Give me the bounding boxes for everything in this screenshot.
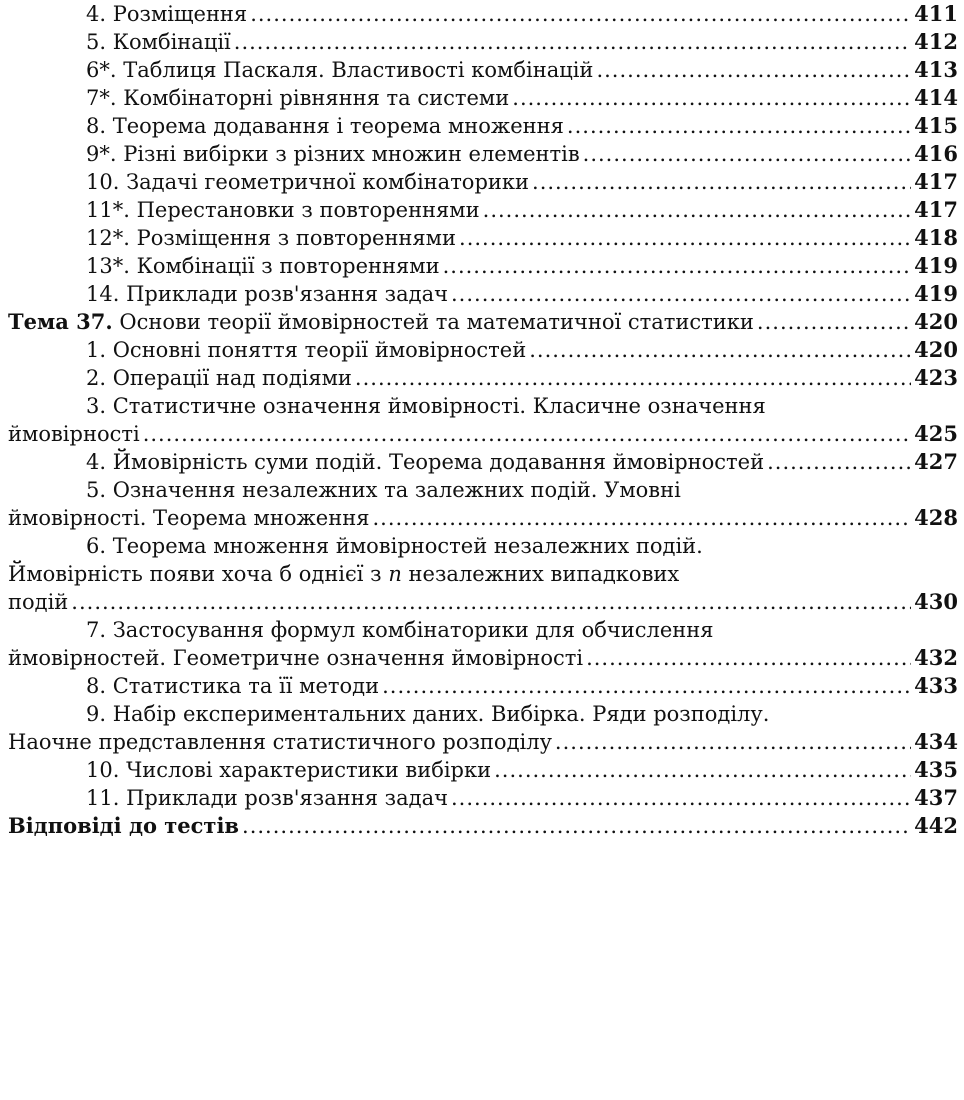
toc-page-number: 414 bbox=[914, 85, 958, 110]
toc-entry-first-line[interactable]: 5. Означення незалежних та залежних подій. Умовні bbox=[86, 478, 681, 502]
toc-entry[interactable] bbox=[8, 756, 958, 784]
leader-dots bbox=[382, 672, 911, 700]
toc-answers-entry[interactable] bbox=[8, 812, 958, 840]
toc-entry[interactable] bbox=[8, 196, 958, 224]
toc-entry-label: ймовірностей. Геометричне означення ймовірності bbox=[8, 646, 584, 670]
toc-entry-first-line[interactable]: 9. Набір експериментальних даних. Вибірка. Ряди розподілу. bbox=[86, 702, 770, 726]
toc-entry[interactable] bbox=[8, 224, 958, 252]
toc-entry-label: 10. Задачі геометричної комбінаторики bbox=[86, 170, 530, 194]
toc-page-number: 416 bbox=[914, 141, 958, 166]
leader-dots bbox=[583, 140, 912, 168]
toc-entry-label: 8. Теорема додавання і теорема множення bbox=[86, 114, 564, 138]
toc-page-number: 437 bbox=[914, 785, 958, 810]
leader-dots bbox=[451, 280, 911, 308]
toc-page-number: 419 bbox=[914, 281, 958, 306]
toc-page-number: 432 bbox=[914, 645, 958, 670]
toc-topic-title bbox=[8, 308, 754, 336]
leader-dots bbox=[143, 420, 911, 448]
toc-entry-label: 8. Статистика та її методи bbox=[86, 674, 380, 698]
toc-page-number: 412 bbox=[914, 29, 958, 54]
leader-dots bbox=[242, 812, 911, 840]
toc-entry-label: 14. Приклади розв'язання задач bbox=[86, 282, 448, 306]
topic-title-text: Основи теорії ймовірностей та математичної статистики bbox=[119, 310, 754, 334]
toc-entry[interactable] bbox=[8, 784, 958, 812]
toc-page-number: 417 bbox=[914, 197, 958, 222]
toc-entry-label: Відповіді до тестів bbox=[8, 813, 240, 838]
toc-entry-label: 5. Комбінації bbox=[86, 30, 231, 54]
toc-page-number: 418 bbox=[914, 225, 958, 250]
toc-entry-second-line[interactable] bbox=[8, 560, 958, 588]
toc-entry-label: 4. Розміщення bbox=[86, 2, 248, 26]
toc-page-number: 420 bbox=[914, 337, 958, 362]
leader-dots bbox=[234, 28, 911, 56]
toc-page-number: 420 bbox=[914, 309, 958, 334]
leader-dots bbox=[596, 56, 911, 84]
toc-entry[interactable] bbox=[8, 336, 958, 364]
toc-entry[interactable] bbox=[8, 112, 958, 140]
leader-dots bbox=[451, 784, 911, 812]
toc-entry-label: подій bbox=[8, 590, 69, 614]
toc-entry-label: 9*. Різні вибірки з різних множин елементів bbox=[86, 142, 580, 166]
leader-dots bbox=[459, 224, 911, 252]
toc-entry[interactable] bbox=[8, 420, 958, 448]
toc-page-number: 442 bbox=[914, 813, 958, 838]
toc-page-number: 428 bbox=[914, 505, 958, 530]
toc-entry-label: Наочне представлення статистичного розподілу bbox=[8, 730, 552, 754]
table-of-contents bbox=[8, 0, 958, 840]
toc-entry[interactable] bbox=[8, 140, 958, 168]
toc-entry[interactable] bbox=[8, 588, 958, 616]
toc-page-number: 419 bbox=[914, 253, 958, 278]
toc-entry-first-line[interactable]: 3. Статистичне означення ймовірності. Класичне означення bbox=[86, 394, 766, 418]
leader-dots bbox=[443, 252, 912, 280]
toc-entry-label: 1. Основні поняття теорії ймовірностей bbox=[86, 338, 527, 362]
leader-dots bbox=[494, 756, 911, 784]
toc-entry-label: 13*. Комбінації з повтореннями bbox=[86, 254, 440, 278]
toc-entry[interactable] bbox=[8, 672, 958, 700]
leader-dots bbox=[532, 168, 911, 196]
toc-page-number: 413 bbox=[914, 57, 958, 82]
toc-entry-label: ймовірності. Теорема множення bbox=[8, 506, 370, 530]
toc-entry[interactable] bbox=[8, 28, 958, 56]
leader-dots bbox=[250, 0, 911, 28]
toc-page-number: 415 bbox=[914, 113, 958, 138]
leader-dots bbox=[512, 84, 911, 112]
toc-entry[interactable] bbox=[8, 252, 958, 280]
leader-dots bbox=[71, 588, 911, 616]
variable-n: n bbox=[388, 562, 402, 586]
toc-entry-first-line[interactable]: 7. Застосування формул комбінаторики для обчислення bbox=[86, 618, 714, 642]
toc-entry-label: 12*. Розміщення з повтореннями bbox=[86, 226, 457, 250]
leader-dots bbox=[529, 336, 911, 364]
toc-line-text: незалежних випадкових bbox=[408, 562, 680, 586]
toc-entry-label: 11*. Перестановки з повтореннями bbox=[86, 198, 480, 222]
toc-page-number: 417 bbox=[914, 169, 958, 194]
toc-entry[interactable] bbox=[8, 728, 958, 756]
toc-page-number: 411 bbox=[914, 1, 958, 26]
topic-number: Тема 37. bbox=[8, 309, 113, 334]
toc-entry[interactable] bbox=[8, 504, 958, 532]
toc-page-number: 430 bbox=[914, 589, 958, 614]
toc-entry-label: 7*. Комбінаторні рівняння та системи bbox=[86, 86, 510, 110]
leader-dots bbox=[757, 308, 911, 336]
leader-dots bbox=[355, 364, 911, 392]
toc-topic-heading[interactable] bbox=[8, 308, 958, 336]
toc-entry-label: ймовірності bbox=[8, 422, 140, 446]
toc-entry-label: 11. Приклади розв'язання задач bbox=[86, 786, 448, 810]
toc-entry-label: 6*. Таблиця Паскаля. Властивості комбінацій bbox=[86, 58, 594, 82]
toc-page-number: 435 bbox=[914, 757, 958, 782]
toc-entry[interactable] bbox=[8, 364, 958, 392]
toc-entry-label: 10. Числові характеристики вибірки bbox=[86, 758, 492, 782]
toc-page-number: 423 bbox=[914, 365, 958, 390]
toc-entry-label: 2. Операції над подіями bbox=[86, 366, 352, 390]
toc-entry[interactable] bbox=[8, 84, 958, 112]
toc-line-text: Ймовірність появи хоча б однієї з bbox=[8, 562, 382, 586]
leader-dots bbox=[567, 112, 911, 140]
leader-dots bbox=[372, 504, 911, 532]
toc-entry-label: 4. Ймовірність суми подій. Теорема додавання ймовірностей bbox=[86, 450, 765, 474]
toc-entry[interactable] bbox=[8, 56, 958, 84]
toc-entry[interactable] bbox=[8, 0, 958, 28]
toc-page-number: 434 bbox=[914, 729, 958, 754]
toc-entry[interactable] bbox=[8, 280, 958, 308]
toc-entry[interactable] bbox=[8, 448, 958, 476]
leader-dots bbox=[555, 728, 911, 756]
leader-dots bbox=[767, 448, 911, 476]
leader-dots bbox=[483, 196, 912, 224]
toc-page-number: 427 bbox=[914, 449, 958, 474]
toc-page-number: 433 bbox=[914, 673, 958, 698]
toc-entry[interactable] bbox=[8, 644, 958, 672]
toc-entry[interactable] bbox=[8, 168, 958, 196]
leader-dots bbox=[586, 644, 911, 672]
toc-entry-first-line[interactable]: 6. Теорема множення ймовірностей незалежних подій. bbox=[86, 534, 703, 558]
toc-page-number: 425 bbox=[914, 421, 958, 446]
